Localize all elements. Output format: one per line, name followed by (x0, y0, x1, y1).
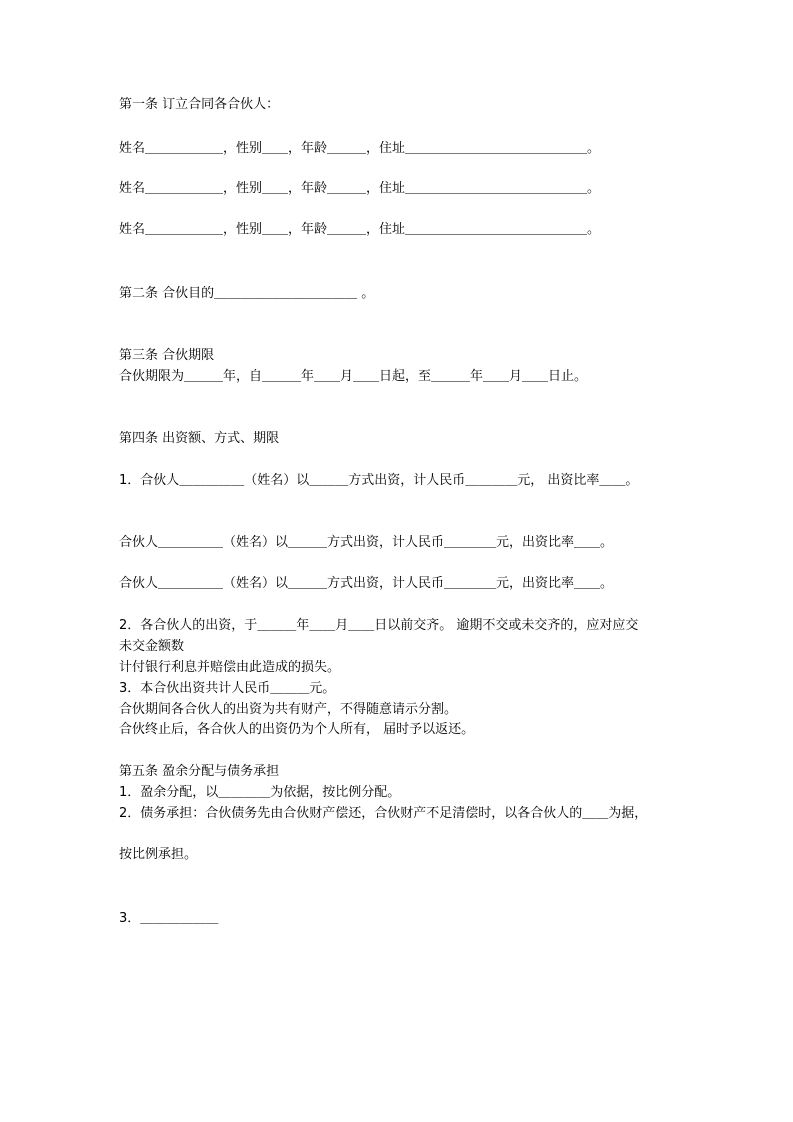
article4-item1: 1．合伙人＿＿＿＿＿（姓名）以＿＿＿方式出资，计人民币＿＿＿＿元， 出资比率＿＿。 (119, 473, 639, 488)
article4-item2-line3: 计付银行利息并赔偿由此造成的损失。 (119, 660, 341, 675)
article4-item1-partner-3: 合伙人＿＿＿＿＿（姓名）以＿＿＿方式出资，计人民币＿＿＿＿元，出资比率＿＿。 (119, 576, 614, 591)
article4-item3-note1: 合伙期间各合伙人的出资为共有财产，不得随意请示分割。 (119, 702, 458, 717)
article5-item2-continued: 按比例承担。 (119, 847, 198, 862)
article5-heading: 第五条 盈余分配与债务承担 (119, 764, 280, 779)
article4-item3-note2: 合伙终止后，各合伙人的出资仍为个人所有， 届时予以返还。 (119, 722, 475, 737)
partner-info-line-3: 姓名＿＿＿＿＿＿，性别＿＿，年龄＿＿＿，住址＿＿＿＿＿＿＿＿＿＿＿＿＿＿。 (119, 222, 601, 237)
article1-heading: 第一条 订立合同各合伙人： (119, 97, 280, 112)
article5-item2: 2．债务承担：合伙债务先由合伙财产偿还，合伙财产不足清偿时，以各合伙人的＿＿为据， (119, 806, 648, 821)
partner-info-line-1: 姓名＿＿＿＿＿＿，性别＿＿，年龄＿＿＿，住址＿＿＿＿＿＿＿＿＿＿＿＿＿＿。 (119, 141, 601, 156)
article5-item3: 3．＿＿＿＿＿＿ (119, 911, 219, 926)
article3-heading: 第三条 合伙期限 (119, 348, 215, 363)
article2-purpose: 第二条 合伙目的＿＿＿＿＿＿＿＿＿＿＿ 。 (119, 286, 375, 301)
article4-item2-line2: 未交金额数 (119, 639, 185, 654)
article4-item3: 3．本合伙出资共计人民币＿＿＿元。 (119, 681, 336, 696)
article4-item2-line1: 2．各合伙人的出资，于＿＿＿年＿＿月＿＿日以前交齐。 逾期不交或未交齐的，应对应交 (119, 618, 639, 633)
article4-heading: 第四条 出资额、方式、期限 (119, 431, 280, 446)
partner-info-line-2: 姓名＿＿＿＿＿＿，性别＿＿，年龄＿＿＿，住址＿＿＿＿＿＿＿＿＿＿＿＿＿＿。 (119, 181, 601, 196)
article3-term: 合伙期限为＿＿＿年，自＿＿＿年＿＿月＿＿日起，至＿＿＿年＿＿月＿＿日止。 (119, 369, 588, 384)
article5-item1: 1．盈余分配，以＿＿＿＿为依据，按比例分配。 (119, 785, 401, 800)
article4-item1-partner-2: 合伙人＿＿＿＿＿（姓名）以＿＿＿方式出资，计人民币＿＿＿＿元，出资比率＿＿。 (119, 535, 614, 550)
